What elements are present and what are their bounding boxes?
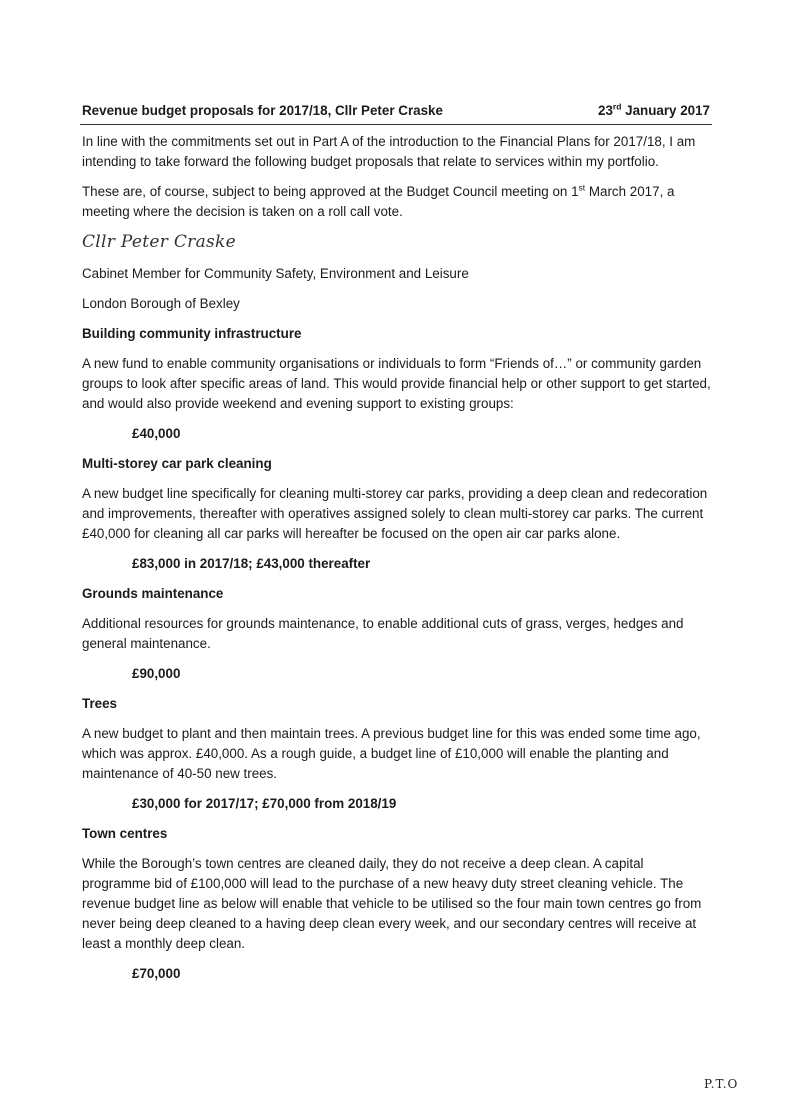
approval-date-suffix: st (578, 182, 586, 193)
section-amount: £70,000 (132, 966, 181, 981)
document-title: Revenue budget proposals for 2017/18, Cllr Peter Craske (82, 103, 443, 118)
date-rest: January 2017 (621, 103, 710, 118)
document-body (82, 132, 712, 994)
intro-paragraph-approval (82, 182, 712, 222)
section-amount: £83,000 in 2017/18; £43,000 thereafter (132, 556, 371, 571)
section-heading: Multi-storey car park cleaning (82, 456, 272, 471)
please-turn-over: P.T.O (704, 1077, 739, 1091)
date-suffix: rd (612, 101, 622, 112)
section-body: A new budget line specifically for cleaning multi-storey car parks, providing a deep clean and redecoration and improvements, thereafter with operatives assigned solely to clean multi-storey car parks. The current £40,000 for cleaning all car parks will hereafter be focused on the open air car parks alone. (82, 486, 708, 541)
section-amount: £90,000 (132, 666, 181, 681)
header-rule (80, 124, 712, 125)
section-body: Additional resources for grounds maintenance, to enable additional cuts of grass, verges, hedges and general maintenance. (82, 616, 684, 651)
section-amount: £30,000 for 2017/17; £70,000 from 2018/19 (132, 796, 397, 811)
section-heading: Trees (82, 696, 117, 711)
section-body: While the Borough’s town centres are cleaned daily, they do not receive a deep clean. A capital programme bid of £100,000 will lead to the purchase of a new heavy duty street cleaning vehicle. The revenue budget line as below will enable that vehicle to be utilised so the four main town centres go from never being deep cleaned to a having deep clean every week, and our secondary centres will receive at least a monthly deep clean. (82, 856, 702, 951)
signatory-role: Cabinet Member for Community Safety, Environment and Leisure (82, 266, 469, 281)
section-heading: Grounds maintenance (82, 586, 224, 601)
signature: Cllr Peter Craske (82, 232, 237, 252)
intro-paragraph: In line with the commitments set out in Part A of the introduction to the Financial Plans for 2017/18, I am intending to take forward the following budget proposals that relate to services within my portfolio. (82, 134, 696, 169)
document-date (598, 103, 710, 118)
section-body: A new fund to enable community organisations or individuals to form “Friends of…” or community garden groups to look after specific areas of land. This would provide financial help or other support to get started, and would also provide weekend and evening support to existing groups: (82, 356, 711, 411)
section-body: A new budget to plant and then maintain trees. A previous budget line for this was ended some time ago, which was approx. £40,000. As a rough guide, a budget line of £10,000 will enable the planting and maintenance of 40-50 new trees. (82, 726, 701, 781)
date-day: 23 (598, 103, 613, 118)
section-heading: Town centres (82, 826, 168, 841)
approval-text-end: March 2017, a meeting where the decision is taken on a roll call vote. (82, 184, 675, 219)
approval-text-start: These are, of course, subject to being approved at the Budget Council meeting on 1 (82, 184, 579, 199)
signatory-organisation: London Borough of Bexley (82, 296, 240, 311)
section-heading: Building community infrastructure (82, 326, 302, 341)
document-header (82, 103, 710, 118)
section-amount: £40,000 (132, 426, 181, 441)
